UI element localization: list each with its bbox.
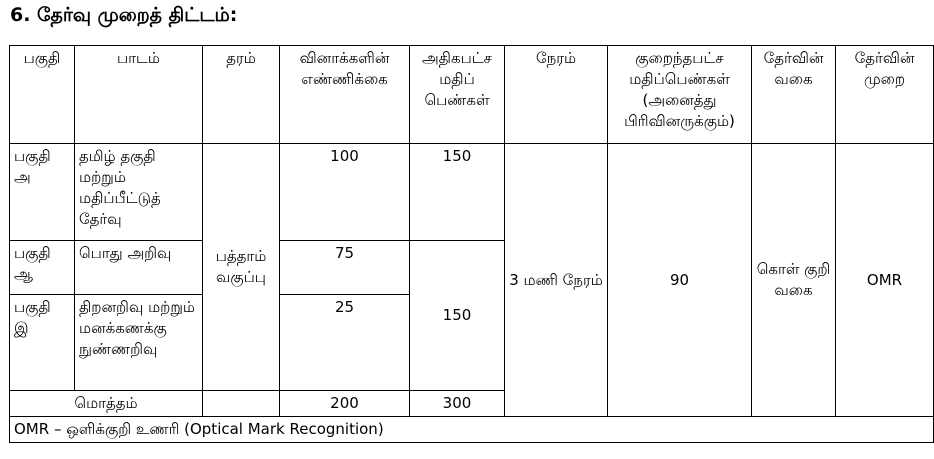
total-label: மொத்தம் (10, 391, 203, 417)
max-marks-cell: 150 (410, 144, 505, 241)
header-exam-type: தேர்வின் வகை (752, 46, 836, 144)
part-cell: பகுதி இ (10, 295, 75, 391)
part-cell: பகுதி அ (10, 144, 75, 241)
exam-mode-cell: OMR (836, 144, 934, 417)
min-marks-cell: 90 (608, 144, 752, 417)
total-questions: 200 (280, 391, 410, 417)
duration-cell: 3 மணி நேரம் (505, 144, 608, 417)
header-part: பகுதி (10, 46, 75, 144)
standard-cell: பத்தாம் வகுப்பு (203, 144, 280, 391)
part-cell: பகுதி ஆ (10, 241, 75, 295)
subject-cell: தமிழ் தகுதி மற்றும் மதிப்பீட்டுத் தேர்வு (75, 144, 203, 241)
total-empty-cell (203, 391, 280, 417)
header-num-questions: வினாக்களின் எண்ணிக்கை (280, 46, 410, 144)
subject-cell: திறனறிவு மற்றும் மனக்கணக்கு நுண்ணறிவு (75, 295, 203, 391)
footnote-row (10, 417, 934, 443)
max-marks-cell: 150 (410, 241, 505, 391)
subject-cell: பொது அறிவு (75, 241, 203, 295)
exam-scheme-table (9, 45, 934, 443)
header-exam-mode: தேர்வின் முறை (836, 46, 934, 144)
footnote: OMR – ஒளிக்குறி உணரி (Optical Mark Recognition) (10, 417, 934, 443)
num-questions-cell: 75 (280, 241, 410, 295)
table-row (10, 144, 934, 241)
header-duration: நேரம் (505, 46, 608, 144)
section-heading: 6. தேர்வு முறைத் திட்டம்: (10, 4, 238, 26)
total-max-marks: 300 (410, 391, 505, 417)
header-standard: தரம் (203, 46, 280, 144)
exam-type-cell: கொள் குறி வகை (752, 144, 836, 417)
num-questions-cell: 100 (280, 144, 410, 241)
header-min-marks: குறைந்தபட்ச மதிப்பெண்கள் (அனைத்து பிரிவினருக்கும்) (608, 46, 752, 144)
header-row (10, 46, 934, 144)
header-max-marks: அதிகபட்ச மதிப் பெண்கள் (410, 46, 505, 144)
header-subject: பாடம் (75, 46, 203, 144)
num-questions-cell: 25 (280, 295, 410, 391)
